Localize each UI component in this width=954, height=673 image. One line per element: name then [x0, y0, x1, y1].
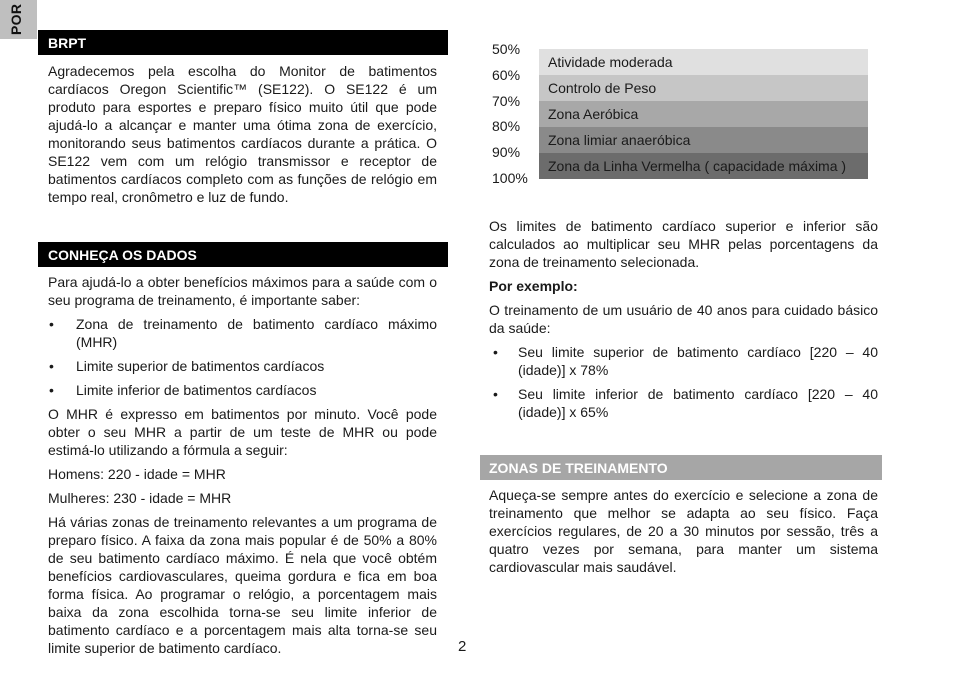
- zone-percent: 80%: [492, 118, 521, 134]
- training-heading: ZONAS DE TREINAMENTO: [480, 455, 882, 480]
- page-number: 2: [458, 638, 467, 655]
- zone-percent: 70%: [492, 93, 521, 109]
- training-paragraph: Aqueça-se sempre antes do exercício e selecione a zona de treinamento que melhor se adapta ao seu físico. Faça exercícios regulares, de 20 a 30 minutos por sessão, três a quatro vezes por semana, para manter um sistema cardiovascular mais saudável.: [489, 487, 878, 575]
- right-column: [480, 40, 883, 576]
- limits-paragraph: Os limites de batimento cardíaco superior e inferior são calculados ao multiplicar seu MHR pelas porcentagens da zona de treinamento selecionada.: [489, 218, 878, 270]
- list-item: • Limite superior de batimentos cardíacos: [49, 358, 325, 374]
- brpt-paragraph: Agradecemos pela escolha do Monitor de batimentos cardíacos Oregon Scientific™ (SE122). O SE122 é um produto para esportes e preparo físico muito útil que pode ajudá-lo a alcançar e manter uma ótima zona de exercício, monitorando seus batimentos cardíacos durante a prática. O SE122 vem com um relógio transmissor e receptor de batimentos cardíacos completo com as funções de relógio em tempo real, cronômetro e luz de fundo.: [48, 63, 437, 205]
- zone-row: Controlo de Peso: [539, 75, 868, 101]
- language-tab-label: POR: [8, 3, 24, 35]
- zone-percent: 100%: [492, 170, 528, 186]
- know-bullet-list: [38, 315, 448, 399]
- zone-percent: 50%: [492, 41, 521, 57]
- example-label: Por exemplo:: [489, 278, 578, 294]
- zone-row: Zona limiar anaeróbica: [539, 127, 868, 153]
- zones-paragraph: Há várias zonas de treinamento relevantes a um programa de preparo físico. A faixa da zona mais popular é de 50% a 80% de seu batimento cardíaco máximo. É nela que você obtém benefícios cardiovasculares, queima gordura e fica em boa forma física. Ao programar o relógio, a porcentagem mais baixa da zona escolhida torna-se seu limite inferior de batimento cardíaco e a porcentagem mais alta torna-se seu limite superior de batimento cardíaco.: [48, 514, 437, 656]
- brpt-heading: BRPT: [38, 30, 448, 55]
- left-column: [38, 30, 448, 657]
- formula-women: Mulheres: 230 - idade = MHR: [48, 490, 232, 506]
- zone-percent: 90%: [492, 144, 521, 160]
- zone-percent: 60%: [492, 67, 521, 83]
- zone-table: [480, 40, 883, 198]
- know-heading: CONHEÇA OS DADOS: [38, 242, 448, 267]
- know-intro: Para ajudá-lo a obter benefícios máximos para a saúde com o seu programa de treinamento, é importante saber:: [48, 274, 437, 308]
- language-tab: [0, 0, 37, 39]
- example-bullet-list: [480, 343, 883, 421]
- list-item: • Zona de treinamento de batimento cardíaco máximo (MHR): [49, 316, 437, 350]
- list-item: • Limite inferior de batimentos cardíacos: [49, 382, 317, 398]
- list-item: • Seu limite superior de batimento cardíaco [220 – 40 (idade)] x 78%: [493, 344, 878, 378]
- zone-row: Zona Aeróbica: [539, 101, 868, 127]
- list-item: • Seu limite inferior de batimento cardíaco [220 – 40 (idade)] x 65%: [493, 386, 878, 420]
- mhr-paragraph: O MHR é expresso em batimentos por minuto. Você pode obter o seu MHR a partir de um teste de MHR ou pode estimá-lo utilizando a fórmula a seguir:: [48, 406, 437, 458]
- zone-row: Atividade moderada: [539, 49, 868, 75]
- formula-men: Homens: 220 - idade = MHR: [48, 466, 226, 482]
- example-paragraph: O treinamento de um usuário de 40 anos para cuidado básico da saúde:: [489, 302, 878, 336]
- zone-row: Zona da Linha Vermelha ( capacidade máxima ): [539, 153, 868, 179]
